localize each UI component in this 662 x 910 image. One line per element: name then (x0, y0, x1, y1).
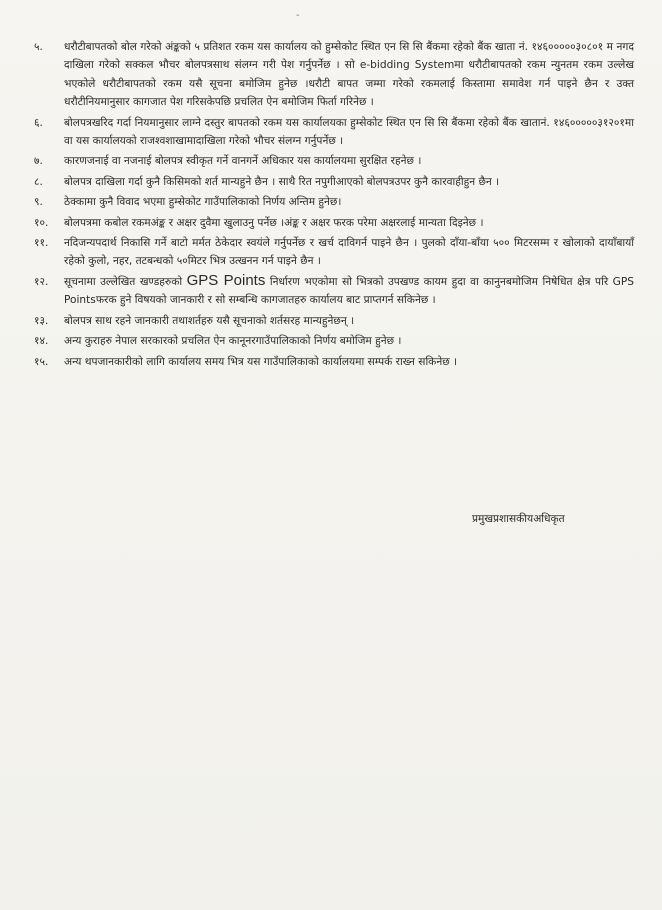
list-item (34, 152, 634, 170)
list-item (34, 312, 634, 330)
list-item (34, 214, 634, 232)
item-text: अन्य कुराहरु नेपाल सरकारको प्रचलित ऐन कानूनरगाउँपालिकाको निर्णय बमोजिम हुनेछ । (64, 335, 402, 348)
item-number: १३. (34, 314, 49, 327)
terms-list (34, 38, 634, 373)
item-text: बोलपत्र दाखिला गर्दा कुनै किसिमको शर्त मान्यहुने छैन । साथै रित नपुगीआएको बोलपत्रउपर कुनै कारवाहीहुन छैन । (64, 175, 500, 188)
item-number: ११. (34, 237, 49, 250)
item-text: अन्य थपजानकारीको लागि कार्यालय समय भित्र यस गाउँपालिकाको कार्यालयमा सम्पर्क राख्न सकिनेछ । (64, 355, 458, 368)
item-text-after: निर्धारण भएकोमा सो भित्रको उपखण्ड कायम हुदा वा कानुनबमोजिम निषेधित क्षेत्र परि GPS Pointsफरक हुने विषयको जानकारी र सो सम्बन्धि कागजातहरु कार्यालय बाट प्राप्तगर्न सकिनेछ । (64, 275, 635, 307)
list-item (34, 332, 634, 350)
item-number: १०. (34, 216, 49, 229)
gps-points-label: GPS Points (186, 271, 266, 289)
item-text: नदिजन्यपदार्थ निकासि गर्ने बाटो मर्मत ठेकेदार स्वयंले गर्नुपर्नेछ र खर्च दाविगर्न पाइने छैन । पुलको दाँया-बाँया ५०० मिटरसम्म र खोलाको दायाँबायाँ रहेको कुलो, नहर, तटबन्धको ५०मिटर भित्र उत्खनन गर्न पाइने छैन । (64, 237, 634, 268)
list-item (34, 114, 634, 151)
list-item (34, 38, 634, 112)
top-mark: - (296, 10, 300, 21)
item-text: बोलपत्रखरिद गर्दा नियमानुसार लाग्ने दस्तुर बापतको रकम यस कार्यालयका हुम्सेकोट स्थित एन सि सि बैंकमा रहेको बैंक खातानं. १४६०००००३१२०१मा वा यस कार्यालयको राजश्वशाखामादाखिला गरेको भौचर संलग्न गर्नुपर्नेछ । (64, 116, 634, 148)
item-number: ५. (34, 41, 43, 53)
list-item (34, 193, 634, 211)
item-text: बोलपत्रमा कबोल रकमअंङ्क र अक्षर दुवैमा खुलाउनु पर्नेछ ।अंङ्क र अक्षर फरक परेमा अक्षरलाई मान्यता दिइनेछ । (64, 216, 484, 229)
list-item (34, 353, 634, 371)
item-text-before: सूचनामा उल्लेखित खण्डहरुको (64, 275, 183, 288)
item-number: १२. (34, 275, 49, 288)
item-text (64, 273, 634, 310)
item-text: धरौटीबापतको बोल गरेको अंङ्कको ५ प्रतिशत रकम यस कार्यालय को हुम्सेकोट स्थित एन सि सि बैंकमा रहेको बैंक खाता नं. १४६०००००३०८०१ म नगद दाखिला गरेको सक्कल भौचर बोलपत्रसाथ संलग्न गरी पेश गर्नुपर्नेछ । सो e-bidding Systemमा धरौटीबापतको रकम न्युनतम रकम उल्लेख भएकोले धरौटीबापतको रकम यसै सूचना बमोजिम हुनेछ ।धरौटी बापत जम्मा गरेको रकमलाई किस्तामा समावेश गर्न पाइने छैन र उक्त धरौटीनियमानुसार कागजात पेश गरिसकेपछि प्रचलित ऐन बमोजिम फिर्ता गरिनेछ । (64, 41, 634, 109)
item-number: ७. (34, 155, 43, 168)
item-number: १४. (34, 335, 49, 348)
list-item (34, 234, 634, 271)
item-number: १५. (34, 355, 49, 368)
signature-title: प्रमुखप्रशासकीयअधिकृत (472, 513, 565, 525)
item-number: ९. (34, 196, 43, 209)
list-item (34, 273, 634, 310)
item-number: ६. (34, 116, 43, 129)
item-text: ठेक्कामा कुनै विवाद भएमा हुम्सेकोट गाउँपालिकाको निर्णय अन्तिम हुनेछ। (64, 196, 342, 209)
item-text: कारणजनाई वा नजनाई बोलपत्र स्वीकृत गर्ने वानगर्ने अधिकार यस कार्यालयमा सुरक्षित रहनेछ । (64, 155, 422, 168)
item-number: ८. (34, 175, 43, 188)
list-item (34, 173, 634, 191)
item-text: बोलपत्र साथ रहने जानकारी तथाशर्तहरु यसै सूचनाको शर्तसरह मान्यहुनेछन् । (64, 314, 355, 327)
